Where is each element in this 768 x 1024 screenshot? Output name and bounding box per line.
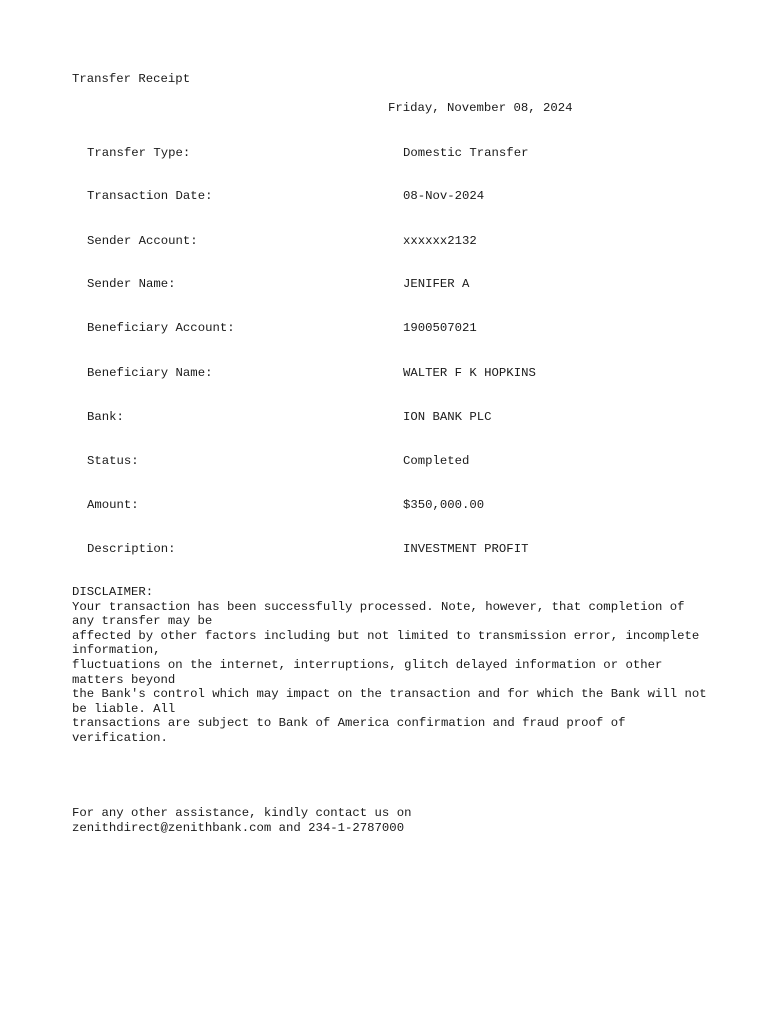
detail-value-transfer-type: Domestic Transfer bbox=[403, 146, 529, 160]
disclaimer-heading: DISCLAIMER: bbox=[72, 585, 154, 599]
detail-label-beneficiary-name: Beneficiary Name: bbox=[87, 366, 213, 380]
detail-label-transfer-type: Transfer Type: bbox=[87, 146, 191, 160]
detail-label-sender-name: Sender Name: bbox=[87, 277, 176, 291]
detail-value-transaction-date: 08-Nov-2024 bbox=[403, 189, 485, 203]
detail-label-amount: Amount: bbox=[87, 498, 139, 512]
receipt-date: Friday, November 08, 2024 bbox=[388, 101, 573, 115]
detail-label-sender-account: Sender Account: bbox=[87, 234, 198, 248]
disclaimer-text-line: affected by other factors including but not limited to transmission error, incomplete information, bbox=[72, 628, 707, 658]
detail-label-description: Description: bbox=[87, 542, 176, 556]
contact-line: For any other assistance, kindly contact us on bbox=[72, 806, 412, 820]
detail-value-sender-account: xxxxxx2132 bbox=[403, 234, 477, 248]
disclaimer-text-line: the Bank's control which may impact on the transaction and for which the Bank will not be liable. All bbox=[72, 687, 715, 716]
detail-value-status: Completed bbox=[403, 454, 470, 468]
receipt-title: Transfer Receipt bbox=[72, 72, 191, 86]
detail-value-description: INVESTMENT PROFIT bbox=[403, 542, 529, 556]
disclaimer-text-line: Your transaction has been successfully processed. Note, however, that completion of any transfer may be bbox=[72, 599, 692, 629]
contact-info bbox=[72, 806, 411, 835]
detail-label-transaction-date: Transaction Date: bbox=[87, 189, 213, 203]
disclaimer-text-line: fluctuations on the internet, interruptions, glitch delayed information or other matters beyond bbox=[72, 657, 670, 687]
detail-label-status: Status: bbox=[87, 454, 139, 468]
detail-value-sender-name: JENIFER A bbox=[403, 277, 470, 291]
detail-value-beneficiary-name: WALTER F K HOPKINS bbox=[403, 366, 536, 380]
disclaimer-text-line: transactions are subject to Bank of America confirmation and fraud proof of verification. bbox=[72, 716, 633, 745]
detail-value-amount: $350,000.00 bbox=[403, 498, 485, 512]
disclaimer bbox=[72, 585, 715, 746]
detail-label-bank: Bank: bbox=[87, 410, 124, 424]
detail-label-beneficiary-account: Beneficiary Account: bbox=[87, 321, 235, 335]
detail-value-beneficiary-account: 1900507021 bbox=[403, 321, 477, 335]
detail-value-bank: ION BANK PLC bbox=[403, 410, 492, 424]
contact-details: zenithdirect@zenithbank.com and 234-1-2787000 bbox=[72, 820, 405, 835]
